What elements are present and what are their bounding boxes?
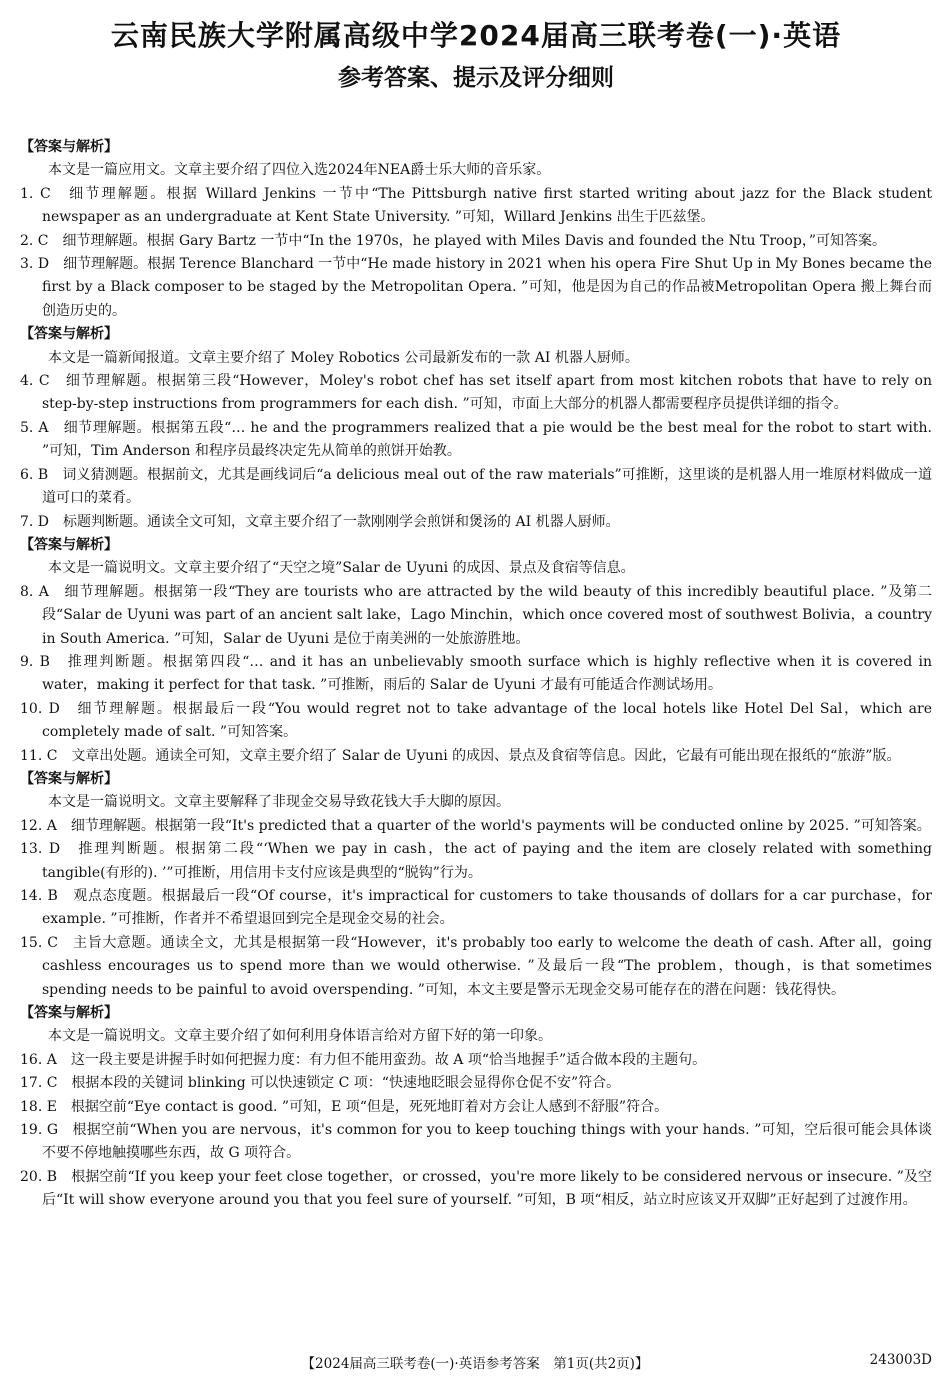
section-intro: 本文是一篇说明文。文章主要介绍了“天空之境”Salar de Uyuni 的成因、景点及食宿等信息。: [48, 560, 635, 577]
answer-item-q9: 9. B 推理判断题。根据第四段“… and it has an unbelievably smooth surface which is highly reflective when it is covered in water，making it perfect for that task. ”可推断，雨后的 Salar de Uyuni 才最有可能适合作测试场用。: [20, 653, 932, 694]
section-header: 【答案与解析】: [20, 139, 118, 155]
answer-item-q8: 8. A 细节理解题。根据第一段“They are tourists who are attracted by the wild beauty of this incredibly beautiful place. ”及第二段“Salar de Uyuni was part of an ancient salt lake，Lago Minchin，which once covered most of southwest Bolivia，a country in South America. ”可知，Salar de Uyuni 是位于南美洲的一处旅游胜地。: [20, 583, 932, 647]
answer-item-q7: 7. D 标题判断题。通读全文可知，文章主要介绍了一款刚刚学会煎饼和煲汤的 AI 机器人厨师。: [20, 513, 620, 530]
section-intro: 本文是一篇说明文。文章主要介绍了如何利用身体语言给对方留下好的第一印象。: [48, 1028, 552, 1045]
section-header: 【答案与解析】: [20, 1005, 118, 1022]
section-intro: 本文是一篇应用文。文章主要介绍了四位入选2024年NEA爵士乐大师的音乐家。: [48, 162, 551, 179]
answer-item-q11: 11. C 文章出处题。通读全可知，文章主要介绍了 Salar de Uyuni 的成因、景点及食宿等信息。因此，它最有可能出现在报纸的“旅游”版。: [20, 747, 901, 764]
answer-item-q10: 10. D 细节理解题。根据最后一段“You would regret not to take advantage of the local hotels like Hotel Del Sal，which are completely made of salt. ”可知答案。: [20, 700, 932, 741]
page-title: 云南民族大学附属高级中学2024届高三联考卷(一)·英语: [110, 19, 842, 52]
answer-item-q13: 13. D 推理判断题。根据第二段“‘When we pay in cash，the act of paying and the item are closely related with something tangible(有形的). ’”可推断，用信用卡支付应该是典型的“脱钩”行为。: [20, 841, 932, 881]
answer-item-q2: 2. C 细节理解题。根据 Gary Bartz 一节中“In the 1970s，he played with Miles Davis and founded the Ntu Troop，”可知答案。: [20, 232, 886, 249]
answer-item-q14: 14. B 观点态度题。根据最后一段“Of course，it's impractical for customers to take thousands of dollars for a car purchase，for example. ”可推断，作者并不希望退回到完全是现金交易的社会。: [20, 888, 932, 928]
section-intro: 本文是一篇新闻报道。文章主要介绍了 Moley Robotics 公司最新发布的一款 AI 机器人厨师。: [48, 349, 639, 366]
answer-item-q5: 5. A 细节理解题。根据第五段“… he and the programmers realized that a pie would be the best meal for the robot to start with. ”可知，Tim Anderson 和程序员最终决定先从简单的煎饼开始教。: [20, 419, 932, 460]
answer-item-q3: 3. D 细节理解题。根据 Terence Blanchard 一节中“He made history in 2021 when his opera Fire Shut Up in My Bones became the first by a Black composer to be staged by the Metropolitan Opera. ”可知，他是因为自己的作品被Metropolitan Opera 搬上舞台而创造历史的。: [20, 256, 932, 319]
answer-item-q15: 15. C 主旨大意题。通读全文，尤其是根据第一段“However，it's probably too early to welcome the death of cash. After all，going cashless encourages us to spend more than we would otherwise. ”及最后一段“The problem，though，is that sometimes spending needs to be painful to avoid overspending. ”可知，本文主要是警示无现金交易可能存在的潜在问题：钱花得快。: [20, 934, 932, 998]
answer-item-q6: 6. B 词义猜测题。根据前文，尤其是画线词后“a delicious meal out of the raw materials”可推断，这里谈的是机器人用一堆原材料做成一道道可口的菜肴。: [20, 466, 932, 507]
answer-item-q12: 12. A 细节理解题。根据第一段“It's predicted that a quarter of the world's payments will be conducted online by 2025. ”可知答案。: [20, 817, 931, 834]
answer-item-q19: 19. G 根据空前“When you are nervous，it's common for you to keep touching things with your hands. ”可知，空后很可能会具体谈不要不停地触摸哪些东西，故 G 项符合。: [20, 1122, 932, 1162]
answer-item-q18: 18. E 根据空前“Eye contact is good. ”可知，E 项“但是，死死地盯着对方会让人感到不舒服”符合。: [20, 1098, 669, 1115]
section-header: 【答案与解析】: [20, 770, 118, 787]
section-header: 【答案与解析】: [20, 326, 118, 343]
section-intro: 本文是一篇说明文。文章主要解释了非现金交易导致花钱大手大脚的原因。: [48, 794, 510, 811]
answer-item-q17: 17. C 根据本段的关键词 blinking 可以快速锁定 C 项：“快速地眨眼会显得你仓促不安”符合。: [20, 1075, 621, 1092]
page-footer: 【2024届高三联考卷(一)·英语参考答案 第1页(共2页)】: [301, 1356, 649, 1372]
answer-item-q1: 1. C 细节理解题。根据 Willard Jenkins 一节中“The Pittsburgh native first started writing about jazz for the Black student newspaper as an undergraduate at Kent State University. ”可知，Willard Jenkins 出生于匹兹堡。: [20, 185, 932, 226]
answer-item-q20: 20. B 根据空前“If you keep your feet close together，or crossed，you're more likely to be considered nervous or insecure. ”及空后“It will show everyone around you that you feel sure of yourself. ”可知，B 项“相反，站立时应该叉开双脚”正好起到了过渡作用。: [20, 1168, 932, 1209]
answer-content: [20, 136, 932, 1213]
document-code: 243003D: [869, 1352, 932, 1368]
page-subtitle: 参考答案、提示及评分细则: [338, 65, 614, 91]
answer-item-q4: 4. C 细节理解题。根据第三段“However，Moley's robot chef has set itself apart from most kitchen robots that have to rely on step-by-step instructions from programmers for each dish. ”可知，市面上大部分的机器人都需要程序员提供详细的指令。: [20, 373, 932, 413]
section-header: 【答案与解析】: [20, 536, 118, 553]
answer-item-q16: 16. A 这一段主要是讲握手时如何把握力度：有力但不能用蛮劲。故 A 项“恰当地握手”适合做本段的主题句。: [20, 1051, 707, 1068]
